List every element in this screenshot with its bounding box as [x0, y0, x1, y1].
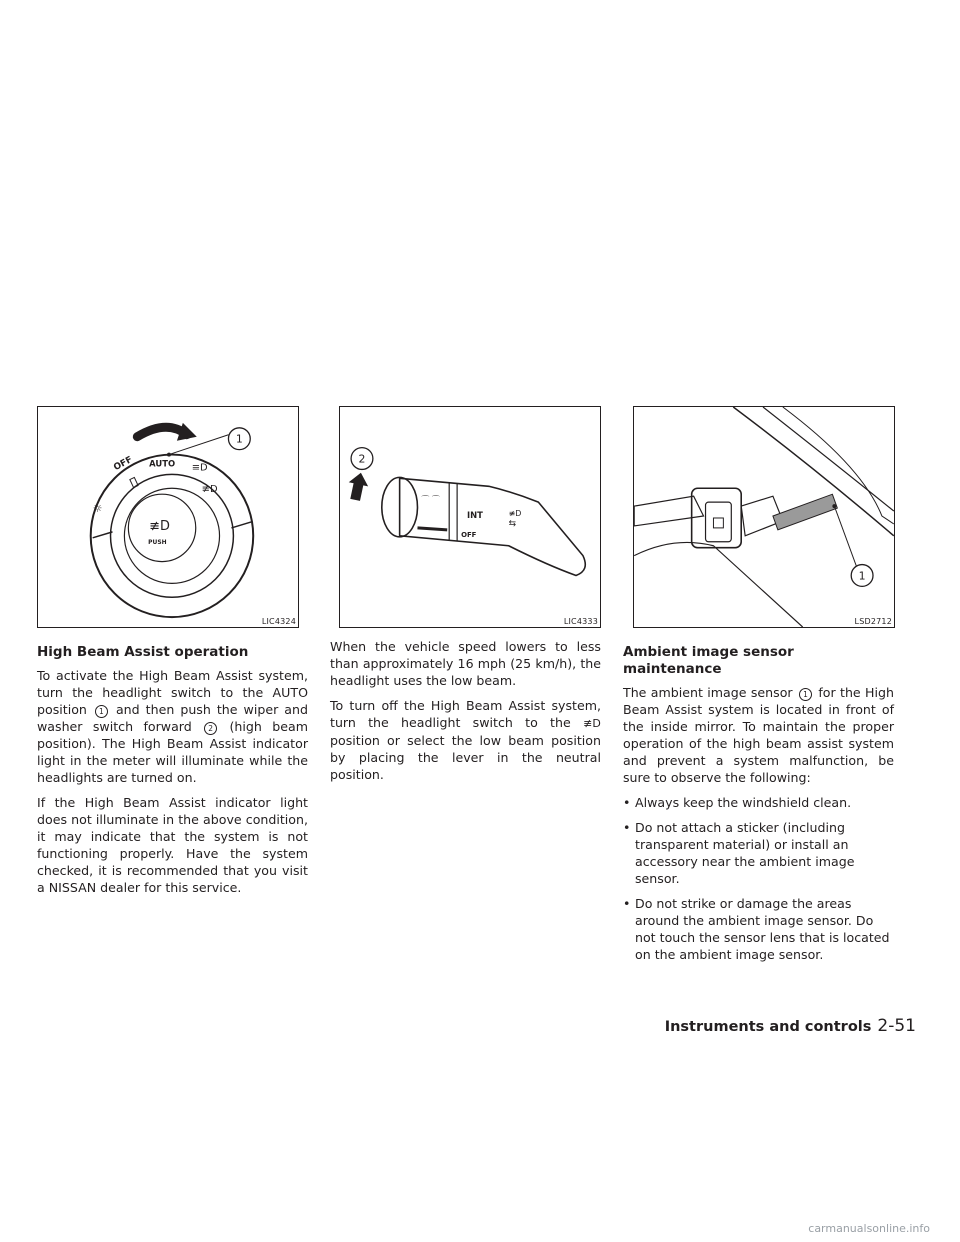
figure-code: LIC4333 [563, 617, 598, 626]
fig2-callout: 2 [358, 452, 366, 466]
figure-ambient-sensor [633, 406, 895, 628]
figure-code: LSD2712 [854, 617, 892, 626]
section-title: Instruments and controls [664, 1019, 872, 1035]
list-item [623, 819, 894, 887]
fig1-label-auto: AUTO [149, 458, 176, 469]
svg-text:⌒ ⌒: ⌒ ⌒ [421, 495, 440, 505]
svg-text:≢D: ≢D [508, 509, 522, 519]
ambient-sensor-illustration [634, 407, 894, 627]
figure-headlight-switch [37, 406, 299, 628]
fig1-label-push: PUSH [148, 538, 167, 546]
list-item-text: Do not strike or damage the areas around the ambient image sensor. Do not touch the sensor lens that is located on the ambient image sensor. [635, 896, 890, 962]
svg-text:≡D: ≡D [191, 462, 208, 474]
paragraph: If the High Beam Assist indicator light does not illuminate in the above condition, it may indicate that the system is not functioning properly. Have the system checked, it is recommended that you visit a NISSAN dealer for this service. [37, 795, 308, 895]
callout-marker: 2 [204, 722, 217, 735]
list-item [623, 794, 894, 811]
svg-text:≢D: ≢D [201, 484, 218, 496]
bullet: • [623, 795, 631, 810]
text-run: and then push the wiper and washer switch forward [37, 702, 308, 734]
text-run: The ambient image sensor [623, 685, 793, 700]
maintenance-list [623, 794, 894, 963]
column-sensor-maintenance [623, 638, 894, 971]
headlight-switch-illustration [38, 407, 298, 627]
svg-text:⇆: ⇆ [508, 518, 517, 529]
bullet: • [623, 820, 631, 835]
fig1-label-off: OFF [112, 454, 135, 474]
list-item-text: Always keep the windshield clean. [635, 795, 852, 810]
section-heading: Ambient image sensor maintenance [623, 644, 794, 677]
section-heading: High Beam Assist operation [37, 644, 249, 660]
bullet: • [623, 896, 631, 911]
fig2-label-off: OFF [461, 530, 477, 539]
watermark: carmanualsonline.info [808, 1222, 930, 1235]
text-run: (high beam position). The High Beam Assist indicator light in the meter will illuminate while the headlights are turned on. [37, 719, 308, 785]
column-low-beam [330, 638, 601, 791]
list-item-text: Do not attach a sticker (including transparent material) or install an accessory near the ambient image sensor. [635, 820, 855, 886]
page-number: 2-51 [877, 1016, 916, 1036]
svg-text:≢D: ≢D [149, 518, 170, 534]
headlight-icon: ≢D [583, 717, 601, 730]
text-run: To activate the High Beam Assist system, turn the headlight switch to the AUTO position [37, 668, 308, 717]
fig3-callout: 1 [858, 569, 866, 583]
paragraph [37, 667, 308, 786]
callout-marker: 1 [95, 705, 108, 718]
wiper-lever-illustration [340, 407, 600, 627]
svg-text:☼: ☼ [92, 502, 103, 516]
figure-wiper-lever [339, 406, 601, 628]
list-item [623, 895, 894, 963]
paragraph [623, 684, 894, 786]
fig1-callout: 1 [235, 432, 243, 446]
column-high-beam-operation [37, 638, 308, 904]
fig2-label-int: INT [467, 509, 483, 520]
figure-code: LIC4324 [261, 617, 296, 626]
callout-marker: 1 [799, 688, 812, 701]
paragraph: When the vehicle speed lowers to less than approximately 16 mph (25 km/h), the headlight uses the low beam. [330, 639, 601, 688]
page-footer [665, 1016, 916, 1036]
text-run: for the High Beam Assist system is located in front of the inside mirror. To maintain the proper operation of the high beam assist system and prevent a system malfunction, be sure to observe the following: [623, 685, 894, 785]
text-run: position or select the low beam position by placing the lever in the neutral position. [330, 733, 601, 782]
paragraph [330, 697, 601, 783]
text-run: To turn off the High Beam Assist system, turn the headlight switch to the [330, 698, 601, 730]
